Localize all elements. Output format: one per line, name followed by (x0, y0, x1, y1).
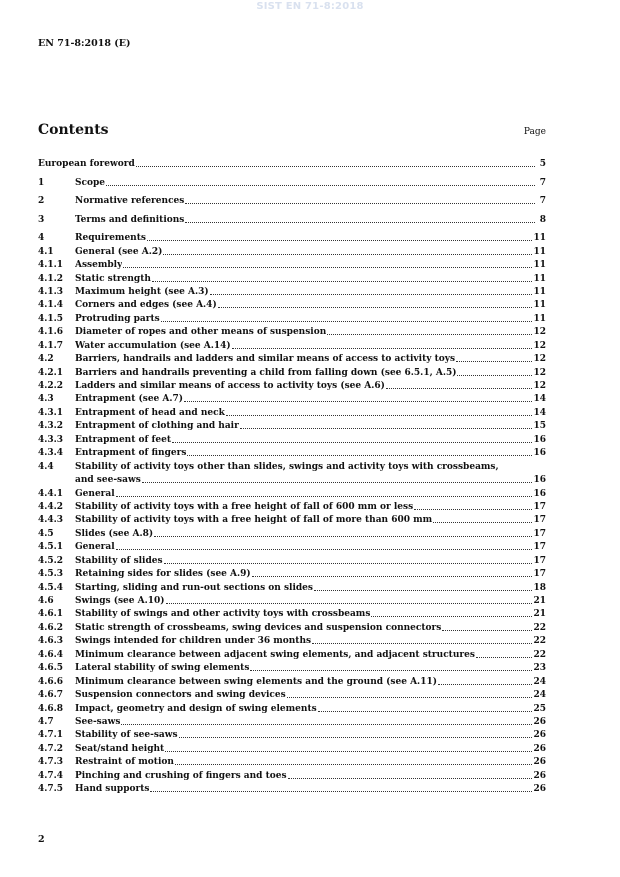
toc-entry-title: Barriers, handrails and ladders and similar means of access to activity toys (75, 354, 456, 365)
toc-entry-number: 4.6.8 (38, 703, 64, 714)
toc-entry-title: General (75, 542, 115, 553)
toc-leader-dots (250, 669, 532, 671)
toc-entry[interactable] (38, 688, 546, 701)
watermark: SIST EN 71-8:2018 (256, 1, 364, 12)
toc-entry-title: Stability of see-saws (75, 730, 178, 741)
toc-entry-title: Water accumulation (see A.14) (75, 340, 231, 351)
toc-entry-number: 3 (38, 214, 45, 225)
toc-entry[interactable] (38, 741, 546, 754)
toc-entry-page: 24 (533, 690, 546, 701)
toc-entry-number: 4.6.5 (38, 663, 64, 674)
toc-entry-page: 18 (533, 582, 546, 593)
toc-leader-dots (240, 427, 533, 429)
toc-entry[interactable] (38, 194, 546, 207)
toc-entry-number: 4.1.6 (38, 327, 64, 338)
toc-leader-dots (457, 374, 532, 376)
toc-leader-dots (287, 696, 533, 698)
toc-entry-page: 17 (533, 542, 546, 553)
toc-entry-title: Barriers and handrails preventing a child from falling down (see 6.5.1, A.5) (75, 367, 457, 378)
toc-entry[interactable] (38, 365, 546, 378)
toc-entry[interactable] (38, 459, 546, 472)
toc-entry[interactable] (38, 175, 546, 188)
toc-entry[interactable] (38, 768, 546, 781)
toc-entry-number: 4.6 (38, 596, 54, 606)
toc-entry-page: 16 (533, 434, 546, 445)
toc-entry-page: 12 (533, 381, 546, 391)
toc-entry[interactable] (38, 647, 546, 660)
toc-leader-dots (152, 280, 533, 282)
toc-entry-number: 4.1.2 (38, 273, 64, 284)
toc-leader-dots (164, 562, 533, 564)
toc-entry-title: Seat/stand height (75, 743, 165, 754)
toc-entry[interactable] (38, 526, 546, 539)
toc-leader-dots (327, 333, 532, 335)
toc-leader-dots (136, 165, 535, 167)
toc-entry-number: 4 (38, 233, 45, 244)
toc-entry-number: 4.2.1 (38, 367, 64, 378)
toc-entry-title: Protruding parts (75, 313, 160, 324)
toc-entry-number: 4.1.7 (38, 340, 64, 351)
toc-entry[interactable] (38, 513, 546, 526)
toc-entry-title: Minimum clearance between adjacent swing elements, and adjacent structures (75, 649, 475, 660)
toc-entry[interactable] (38, 567, 546, 580)
toc-leader-dots (185, 202, 535, 204)
toc-entry-page: 17 (533, 569, 546, 580)
toc-entry-number: 4.7.2 (38, 743, 64, 754)
toc-entry-title: Stability of activity toys with a free height of fall of 600 mm or less (75, 501, 414, 512)
toc-leader-dots (288, 777, 533, 779)
toc-entry[interactable] (38, 379, 546, 392)
toc-leader-dots (179, 736, 533, 738)
table-of-contents (38, 157, 546, 795)
toc-entry-title: Entrapment of fingers (75, 448, 187, 459)
toc-entry[interactable] (38, 244, 546, 257)
toc-leader-dots (185, 221, 535, 223)
toc-leader-dots (456, 360, 532, 362)
toc-entry[interactable] (38, 231, 546, 244)
toc-entry-number: 4.4.3 (38, 515, 64, 526)
toc-entry-page: 16 (533, 448, 546, 459)
toc-leader-dots (476, 656, 533, 658)
toc-entry-title: Scope (75, 177, 106, 188)
toc-entry-page: 11 (533, 260, 546, 271)
toc-entry[interactable] (38, 157, 546, 170)
page-column-label: Page (523, 127, 546, 137)
toc-entry-page: 11 (533, 246, 546, 257)
toc-entry-number: 4.7.3 (38, 757, 64, 768)
contents-title: Contents (38, 122, 109, 138)
toc-leader-dots (438, 683, 532, 685)
toc-entry[interactable] (38, 661, 546, 674)
toc-entry-page: 12 (533, 354, 546, 365)
toc-leader-dots (232, 347, 533, 349)
toc-entry-number: 4.3.2 (38, 421, 64, 432)
toc-leader-dots (163, 253, 532, 255)
toc-entry[interactable] (38, 405, 546, 418)
toc-entry[interactable] (38, 580, 546, 593)
toc-entry-number: 4.6.3 (38, 636, 64, 647)
toc-leader-dots (371, 615, 532, 617)
toc-entry-title: Suspension connectors and swing devices (75, 690, 286, 701)
toc-entry[interactable] (38, 500, 546, 513)
toc-entry-page: 26 (533, 730, 546, 741)
toc-entry-title: Hand supports (75, 784, 150, 795)
toc-entry-page: 12 (533, 340, 546, 351)
toc-leader-dots (386, 387, 533, 389)
toc-entry[interactable] (38, 782, 546, 795)
toc-entry-number: 4.1.4 (38, 300, 64, 311)
toc-entry-page: 17 (533, 555, 546, 566)
toc-leader-dots (142, 481, 533, 483)
toc-entry-page: 11 (533, 233, 546, 244)
toc-entry-number: 4.5.4 (38, 582, 64, 593)
toc-entry-page: 17 (533, 501, 546, 512)
toc-entry-title: Lateral stability of swing elements (75, 663, 250, 674)
toc-entry-number: 4.2.2 (38, 381, 64, 391)
toc-leader-dots (116, 495, 533, 497)
toc-entry-number: 4.4.2 (38, 501, 64, 512)
toc-entry-number: 1 (38, 177, 45, 188)
toc-entry-title: Retaining sides for slides (see A.9) (75, 569, 251, 580)
toc-entry-title: See-saws (75, 716, 121, 727)
toc-entry-title: and see-saws (75, 475, 141, 486)
toc-entry-title: Stability of activity toys with a free height of fall of more than 600 mm (75, 515, 433, 526)
toc-entry-number: 4.7.1 (38, 730, 64, 741)
toc-entry-title: Ladders and similar means of access to activity toys (see A.6) (75, 381, 385, 391)
toc-entry-page: 22 (533, 636, 546, 647)
toc-entry[interactable] (38, 553, 546, 566)
toc-leader-dots (433, 521, 532, 523)
toc-entry-title: Stability of activity toys other than slides, swings and activity toys with crossbeams, (75, 461, 499, 472)
toc-entry-title: Pinching and crushing of fingers and toes (75, 770, 287, 781)
toc-entry-page: 26 (533, 757, 546, 768)
toc-entry-number: 4.4.1 (38, 488, 64, 499)
toc-leader-dots (147, 239, 533, 241)
toc-entry-title: Swings (see A.10) (75, 596, 165, 606)
toc-leader-dots (442, 629, 532, 631)
toc-entry-title: General (see A.2) (75, 246, 163, 257)
toc-entry-number: 4.2 (38, 354, 54, 365)
toc-leader-dots (123, 266, 532, 268)
toc-entry-page: 12 (533, 367, 546, 378)
toc-entry-title: Requirements (75, 233, 146, 244)
toc-leader-dots (252, 575, 533, 577)
toc-entry-page: 26 (533, 784, 546, 795)
toc-entry[interactable] (38, 392, 546, 405)
toc-entry[interactable] (38, 352, 546, 365)
toc-entry-number: 4.7 (38, 716, 54, 727)
toc-leader-dots (318, 710, 533, 712)
toc-entry[interactable] (38, 728, 546, 741)
toc-entry[interactable] (38, 540, 546, 553)
toc-entry[interactable] (38, 419, 546, 432)
toc-entry-title: Normative references (75, 196, 185, 207)
toc-leader-dots (166, 602, 533, 604)
toc-leader-dots (165, 750, 532, 752)
toc-entry-page: 7 (539, 177, 546, 188)
toc-entry-number: 4.7.5 (38, 784, 64, 795)
toc-entry-page: 5 (539, 159, 546, 170)
toc-entry-page: 15 (533, 421, 546, 432)
toc-entry-page: 11 (533, 286, 546, 297)
toc-entry-page: 26 (533, 716, 546, 727)
toc-entry-number: 4.6.7 (38, 690, 64, 701)
toc-entry-number: 4.3.1 (38, 407, 64, 418)
toc-entry[interactable] (38, 715, 546, 728)
toc-leader-dots (312, 642, 532, 644)
toc-entry[interactable] (38, 432, 546, 445)
toc-entry-title: Terms and definitions (75, 214, 185, 225)
toc-entry-title: European foreword (38, 159, 135, 170)
toc-entry[interactable] (38, 620, 546, 633)
toc-entry-page: 21 (533, 609, 546, 620)
toc-leader-dots (218, 306, 533, 308)
toc-entry[interactable] (38, 634, 546, 647)
page-number: 2 (38, 834, 45, 845)
toc-entry-page: 16 (533, 488, 546, 499)
toc-entry-page: 11 (533, 313, 546, 324)
toc-entry-title: Entrapment (see A.7) (75, 394, 184, 405)
toc-entry-title: Static strength (75, 273, 151, 284)
toc-entry-page: 14 (533, 407, 546, 418)
toc-entry-page: 25 (533, 703, 546, 714)
toc-entry[interactable] (38, 285, 546, 298)
toc-entry-number: 4.6.4 (38, 649, 64, 660)
toc-entry[interactable] (38, 212, 546, 225)
toc-entry-page: 8 (539, 214, 546, 225)
toc-entry-title: Maximum height (see A.3) (75, 286, 209, 297)
toc-entry-title: Entrapment of feet (75, 434, 171, 445)
toc-entry-title: Starting, sliding and run-out sections on slides (75, 582, 313, 593)
toc-entry[interactable] (38, 258, 546, 271)
toc-entry-title: Assembly (75, 260, 123, 271)
toc-entry-title: Diameter of ropes and other means of suspension (75, 327, 327, 338)
toc-entry[interactable] (38, 325, 546, 338)
toc-entry[interactable] (38, 594, 546, 607)
toc-entry-page: 22 (533, 649, 546, 660)
toc-entry-page: 14 (533, 394, 546, 405)
toc-entry-page: 7 (539, 196, 546, 207)
toc-entry[interactable] (38, 311, 546, 324)
toc-entry-number: 4.1.5 (38, 313, 64, 324)
toc-entry-number: 4.3 (38, 394, 54, 405)
toc-entry-number: 2 (38, 196, 45, 207)
toc-entry-title: Static strength of crossbeams, swing devices and suspension connectors (75, 622, 442, 633)
toc-entry[interactable] (38, 486, 546, 499)
toc-entry-title: Entrapment of head and neck (75, 407, 225, 418)
toc-entry-page: 16 (533, 475, 546, 486)
toc-entry[interactable] (38, 473, 546, 486)
toc-entry-number: 4.4 (38, 461, 54, 472)
toc-entry-title: Minimum clearance between swing elements and the ground (see A.11) (75, 676, 437, 687)
toc-entry-number: 4.1 (38, 246, 54, 257)
toc-entry-page: 11 (533, 273, 546, 284)
toc-entry-number: 4.7.4 (38, 770, 64, 781)
toc-entry-number: 4.5.3 (38, 569, 64, 580)
toc-entry-title: General (75, 488, 115, 499)
toc-entry-number: 4.1.1 (38, 260, 64, 271)
toc-entry-title: Slides (see A.8) (75, 528, 154, 539)
toc-entry-page: 17 (533, 515, 546, 526)
toc-entry-page: 23 (533, 663, 546, 674)
toc-entry[interactable] (38, 701, 546, 714)
toc-entry-title: Corners and edges (see A.4) (75, 300, 217, 311)
toc-leader-dots (116, 548, 533, 550)
toc-entry-number: 4.5.1 (38, 542, 64, 553)
toc-leader-dots (187, 454, 532, 456)
toc-entry[interactable] (38, 446, 546, 459)
toc-entry-page: 24 (533, 676, 546, 687)
toc-entry-title: Swings intended for children under 36 months (75, 636, 312, 647)
toc-entry[interactable] (38, 607, 546, 620)
toc-entry[interactable] (38, 338, 546, 351)
toc-entry-page: 11 (533, 300, 546, 311)
toc-entry-title: Stability of swings and other activity toys with crossbeams (75, 609, 371, 620)
toc-entry[interactable] (38, 674, 546, 687)
toc-entry-title: Impact, geometry and design of swing elements (75, 703, 317, 714)
toc-entry-number: 4.6.2 (38, 622, 64, 633)
toc-leader-dots (314, 589, 533, 591)
toc-entry-number: 4.6.6 (38, 676, 64, 687)
toc-leader-dots (414, 508, 532, 510)
toc-entry-page: 12 (533, 327, 546, 338)
toc-leader-dots (106, 184, 535, 186)
toc-entry-title: Entrapment of clothing and hair (75, 421, 239, 432)
toc-entry-title: Stability of slides (75, 555, 163, 566)
toc-entry-number: 4.3.4 (38, 448, 64, 459)
toc-entry-number: 4.5 (38, 528, 54, 539)
toc-leader-dots (184, 400, 532, 402)
toc-entry-number: 4.5.2 (38, 555, 64, 566)
toc-leader-dots (172, 441, 532, 443)
toc-entry-page: 22 (533, 622, 546, 633)
toc-entry-number: 4.6.1 (38, 609, 64, 620)
toc-entry-page: 26 (533, 770, 546, 781)
toc-leader-dots (210, 293, 533, 295)
toc-leader-dots (121, 723, 532, 725)
toc-leader-dots (150, 790, 532, 792)
document-id: EN 71-8:2018 (E) (38, 38, 131, 49)
toc-entry[interactable] (38, 271, 546, 284)
toc-entry-title: Restraint of motion (75, 757, 174, 768)
toc-entry[interactable] (38, 755, 546, 768)
toc-leader-dots (175, 763, 533, 765)
toc-leader-dots (154, 535, 532, 537)
toc-entry-page: 26 (533, 743, 546, 754)
toc-leader-dots (161, 320, 533, 322)
toc-entry-number: 4.1.3 (38, 286, 64, 297)
toc-entry-page: 17 (533, 528, 546, 539)
toc-entry-page: 21 (533, 596, 546, 606)
toc-entry[interactable] (38, 298, 546, 311)
toc-entry-number: 4.3.3 (38, 434, 64, 445)
toc-leader-dots (226, 414, 533, 416)
